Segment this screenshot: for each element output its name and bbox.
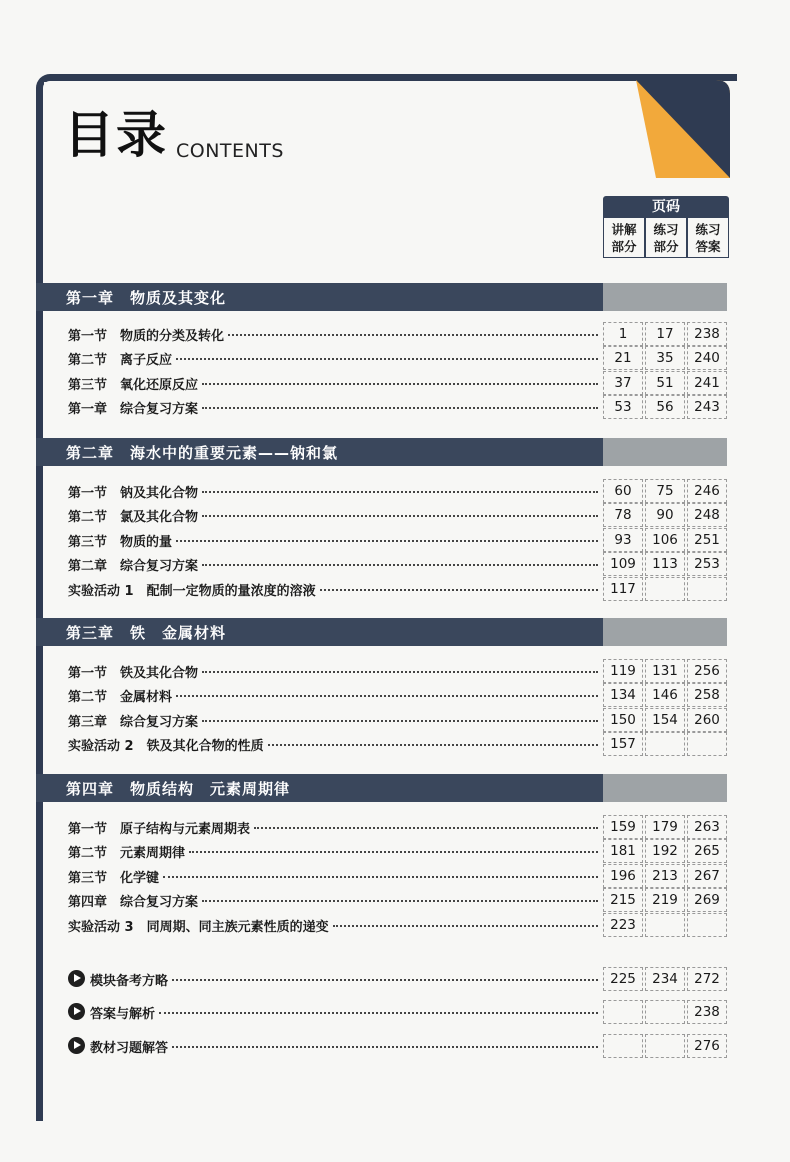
toc-entry-label: 第二节 元素周期律 <box>68 846 186 862</box>
toc-entry-label: 第二节 氯及其化合物 <box>68 510 199 526</box>
explain-page: 134 <box>603 683 643 707</box>
toc-entry[interactable] <box>68 708 727 732</box>
explain-page: 157 <box>603 732 643 756</box>
page-numbers <box>603 552 727 576</box>
leader-dots <box>228 334 598 336</box>
toc-entry[interactable] <box>68 888 727 912</box>
leader-dots <box>176 358 598 360</box>
chapter-header[interactable] <box>36 618 727 646</box>
answer-page <box>687 732 727 756</box>
toc-entry-label: 答案与解析 <box>90 1007 156 1022</box>
toc-entry-label: 第三章 综合复习方案 <box>68 714 199 730</box>
answer-page: 258 <box>687 683 727 707</box>
leader-dots <box>202 564 598 566</box>
play-arrow-icon <box>68 970 85 987</box>
answer-page: 260 <box>687 708 727 732</box>
leader-dots <box>202 491 598 493</box>
explain-page: 1 <box>603 322 643 346</box>
page-numbers <box>603 913 727 937</box>
explain-page: 21 <box>603 346 643 370</box>
page-title-en: CONTENTS <box>176 140 284 162</box>
explain-page: 181 <box>603 839 643 863</box>
chapter-bar-shade <box>603 618 727 646</box>
leader-dots <box>172 979 598 981</box>
leader-dots <box>176 695 598 697</box>
chapter-title: 第三章 铁 金属材料 <box>66 624 227 642</box>
practice-page: 219 <box>645 888 685 912</box>
toc-entry-label: 模块备考方略 <box>90 974 169 989</box>
toc-entry[interactable] <box>68 839 727 863</box>
page-numbers <box>603 659 727 683</box>
explain-page: 60 <box>603 479 643 503</box>
practice-page: 179 <box>645 815 685 839</box>
explain-page: 159 <box>603 815 643 839</box>
answer-page: 276 <box>687 1034 727 1058</box>
page-code-header <box>603 196 729 258</box>
answer-page: 248 <box>687 503 727 527</box>
leader-dots <box>202 720 598 722</box>
toc-entry-label: 第一章 综合复习方案 <box>68 402 199 418</box>
chapter-title: 第一章 物质及其变化 <box>66 289 227 307</box>
chapter-bar-shade <box>603 283 727 311</box>
page-numbers <box>603 371 727 395</box>
toc-entry-label: 第二章 综合复习方案 <box>68 559 199 575</box>
leader-dots <box>254 827 598 829</box>
corner-decoration <box>636 80 730 178</box>
toc-entry-label: 第二节 离子反应 <box>68 353 173 369</box>
leader-dots <box>268 744 598 746</box>
page-code-title: 页码 <box>603 196 729 218</box>
practice-page: 131 <box>645 659 685 683</box>
leader-dots <box>202 407 598 409</box>
explain-page: 117 <box>603 577 643 601</box>
toc-entry-label: 第一节 物质的分类及转化 <box>68 329 225 344</box>
explain-page: 53 <box>603 395 643 419</box>
page-code-col-answer: 练习 答案 <box>687 218 729 258</box>
explain-page: 109 <box>603 552 643 576</box>
page-numbers <box>603 346 727 370</box>
practice-page: 51 <box>645 371 685 395</box>
explain-page <box>603 1000 643 1024</box>
toc-entry[interactable] <box>68 659 727 683</box>
answer-page: 240 <box>687 346 727 370</box>
answer-page <box>687 577 727 601</box>
practice-page: 17 <box>645 322 685 346</box>
explain-page: 78 <box>603 503 643 527</box>
toc-entry[interactable] <box>68 503 727 527</box>
toc-entry[interactable] <box>68 864 727 888</box>
page-numbers <box>603 322 727 346</box>
toc-entry[interactable] <box>68 479 727 503</box>
practice-page <box>645 1034 685 1058</box>
toc-entry[interactable] <box>68 322 727 346</box>
answer-page: 246 <box>687 479 727 503</box>
toc-entry-label: 第三节 物质的量 <box>68 534 173 550</box>
toc-entry[interactable] <box>68 683 727 707</box>
practice-page: 56 <box>645 395 685 419</box>
answer-page: 267 <box>687 864 727 888</box>
practice-page: 154 <box>645 708 685 732</box>
practice-page: 75 <box>645 479 685 503</box>
answer-page: 256 <box>687 659 727 683</box>
toc-entry-label: 实验活动 2 铁及其化合物的性质 <box>68 739 264 755</box>
answer-page: 272 <box>687 967 727 991</box>
page-numbers <box>603 1034 727 1058</box>
toc-entry-label: 实验活动 1 配制一定物质的量浓度的溶液 <box>68 583 316 599</box>
explain-page: 225 <box>603 967 643 991</box>
chapter-title: 第二章 海水中的重要元素——钠和氯 <box>66 444 339 462</box>
toc-entry[interactable] <box>68 815 727 839</box>
explain-page: 196 <box>603 864 643 888</box>
chapter-header[interactable] <box>36 774 727 802</box>
answer-page <box>687 913 727 937</box>
page-numbers <box>603 708 727 732</box>
page-numbers <box>603 967 727 991</box>
explain-page: 119 <box>603 659 643 683</box>
page-numbers <box>603 395 727 419</box>
explain-page: 93 <box>603 528 643 552</box>
toc-extra-entry[interactable] <box>68 1034 727 1058</box>
toc-entry[interactable] <box>68 346 727 370</box>
page-numbers <box>603 815 727 839</box>
leader-dots <box>176 540 598 542</box>
toc-entry[interactable] <box>68 528 727 552</box>
page-code-col-practice: 练习 部分 <box>645 218 687 258</box>
practice-page: 113 <box>645 552 685 576</box>
explain-page <box>603 1034 643 1058</box>
answer-page: 238 <box>687 1000 727 1024</box>
answer-page: 269 <box>687 888 727 912</box>
play-arrow-icon <box>68 1037 85 1054</box>
page-numbers <box>603 888 727 912</box>
chapter-header[interactable] <box>36 283 727 311</box>
toc-entry-label: 第三节 化学键 <box>68 870 160 886</box>
explain-page: 215 <box>603 888 643 912</box>
page-code-col-explain: 讲解 部分 <box>603 218 645 258</box>
answer-page: 253 <box>687 552 727 576</box>
page-numbers <box>603 577 727 601</box>
page-numbers <box>603 839 727 863</box>
practice-page: 192 <box>645 839 685 863</box>
toc-entry-label: 教材习题解答 <box>90 1041 169 1056</box>
page-numbers <box>603 864 727 888</box>
leader-dots <box>333 925 598 927</box>
chapter-bar-shade <box>603 438 727 466</box>
toc-entry-label: 第一节 原子结构与元素周期表 <box>68 822 251 837</box>
page-numbers <box>603 528 727 552</box>
leader-dots <box>202 671 598 673</box>
page-numbers <box>603 732 727 756</box>
explain-page: 223 <box>603 913 643 937</box>
toc-entry-label: 第二节 金属材料 <box>68 690 173 706</box>
practice-page: 234 <box>645 967 685 991</box>
leader-dots <box>163 876 598 878</box>
play-arrow-icon <box>68 1003 85 1020</box>
leader-dots <box>202 383 598 385</box>
leader-dots <box>320 589 598 591</box>
page-numbers <box>603 503 727 527</box>
toc-entry-label: 第三节 氧化还原反应 <box>68 377 199 393</box>
toc-entry-label: 第一节 钠及其化合物 <box>68 486 199 501</box>
practice-page: 106 <box>645 528 685 552</box>
practice-page <box>645 577 685 601</box>
toc-entry[interactable] <box>68 732 727 756</box>
leader-dots <box>172 1046 598 1048</box>
practice-page <box>645 1000 685 1024</box>
answer-page: 238 <box>687 322 727 346</box>
leader-dots <box>202 900 598 902</box>
answer-page: 263 <box>687 815 727 839</box>
practice-page <box>645 732 685 756</box>
answer-page: 241 <box>687 371 727 395</box>
explain-page: 37 <box>603 371 643 395</box>
toc-entry[interactable] <box>68 577 727 601</box>
toc-entry[interactable] <box>68 552 727 576</box>
practice-page: 146 <box>645 683 685 707</box>
chapter-title: 第四章 物质结构 元素周期律 <box>66 780 291 798</box>
answer-page: 265 <box>687 839 727 863</box>
page-title: 目录 <box>64 106 168 164</box>
page-numbers <box>603 1000 727 1024</box>
toc-extra-entry[interactable] <box>68 1000 727 1024</box>
answer-page: 251 <box>687 528 727 552</box>
leader-dots <box>202 515 598 517</box>
practice-page: 90 <box>645 503 685 527</box>
page-numbers <box>603 479 727 503</box>
toc-entry[interactable] <box>68 395 727 419</box>
toc-entry-label: 实验活动 3 同周期、同主族元素性质的递变 <box>68 919 329 935</box>
leader-dots <box>189 851 598 853</box>
toc-entry[interactable] <box>68 371 727 395</box>
page-numbers <box>603 683 727 707</box>
practice-page: 35 <box>645 346 685 370</box>
toc-entry-label: 第一节 铁及其化合物 <box>68 666 199 681</box>
practice-page: 213 <box>645 864 685 888</box>
practice-page <box>645 913 685 937</box>
toc-entry[interactable] <box>68 913 727 937</box>
explain-page: 150 <box>603 708 643 732</box>
toc-extra-entry[interactable] <box>68 967 727 991</box>
chapter-bar-shade <box>603 774 727 802</box>
toc-entry-label: 第四章 综合复习方案 <box>68 895 199 911</box>
leader-dots <box>159 1012 598 1014</box>
answer-page: 243 <box>687 395 727 419</box>
chapter-header[interactable] <box>36 438 727 466</box>
